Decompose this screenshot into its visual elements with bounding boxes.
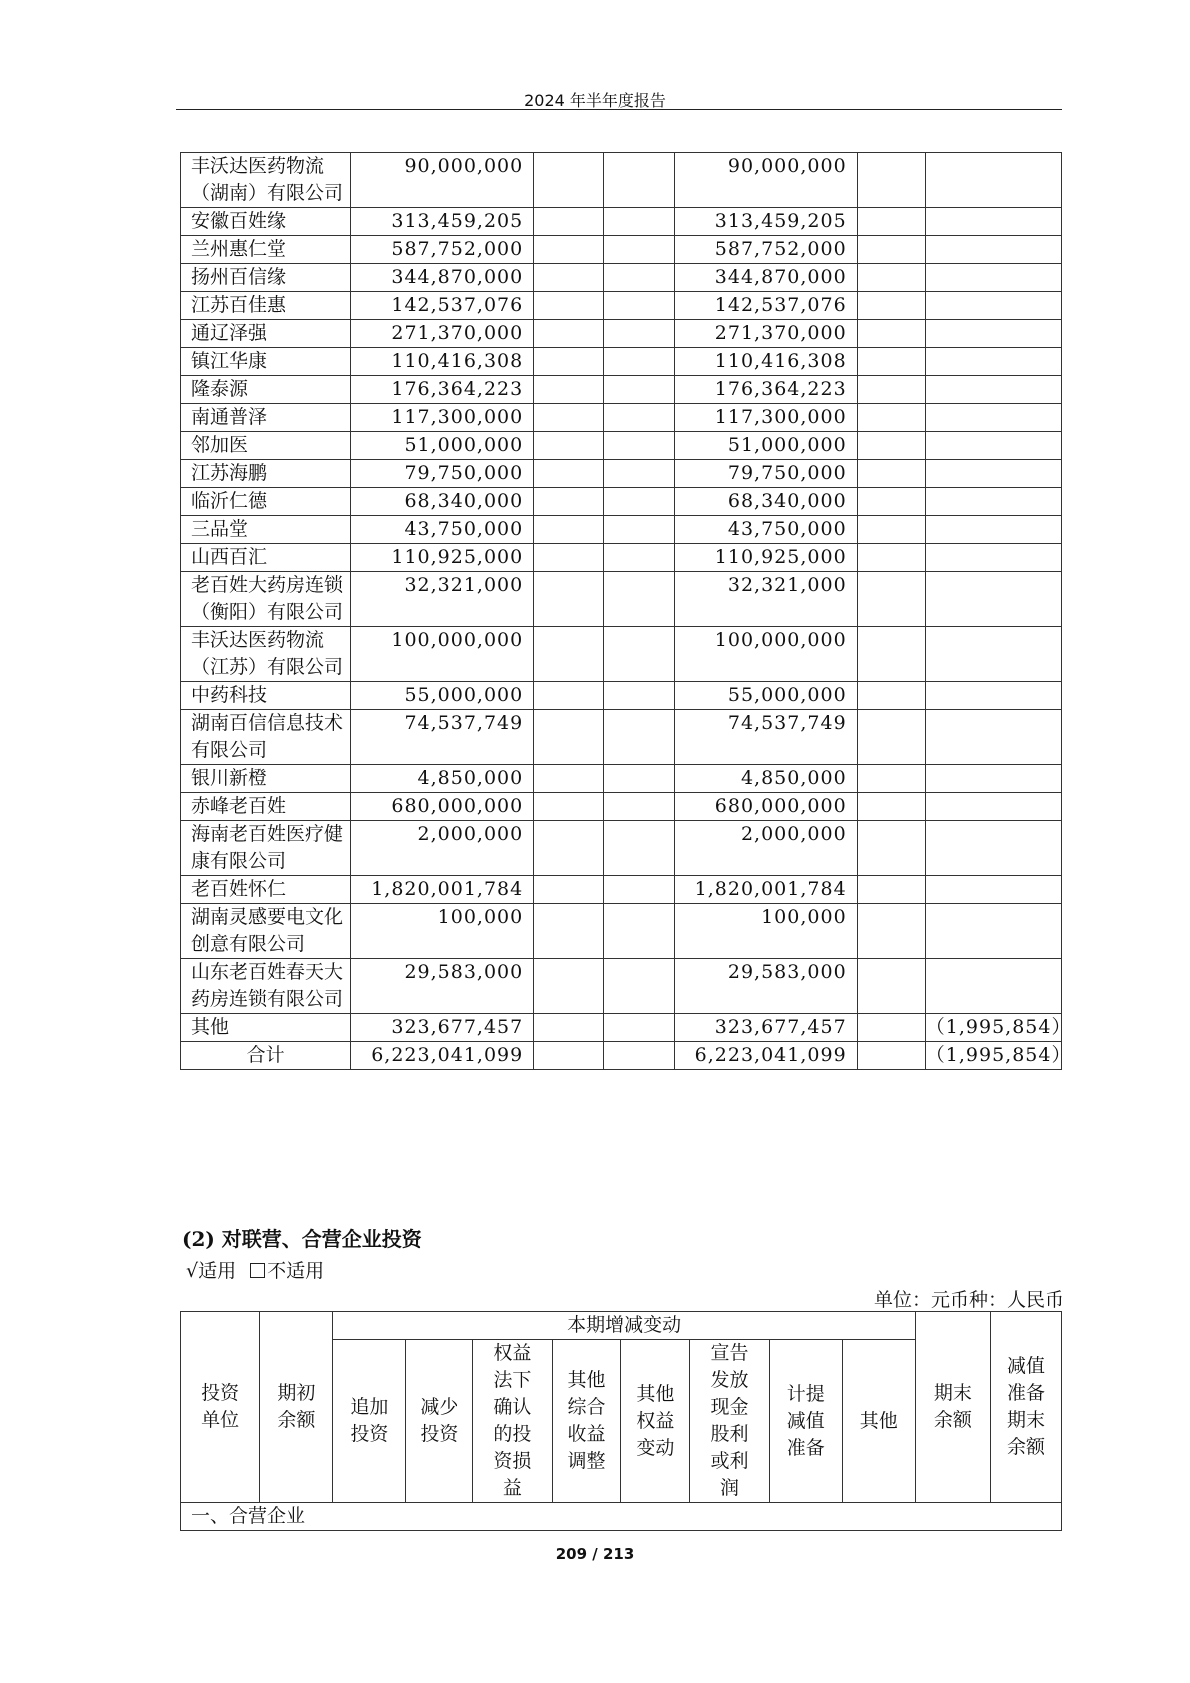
- impairment-closing-cell: [925, 876, 1061, 904]
- impairment-provision-cell: [857, 404, 925, 432]
- total-row: [181, 1042, 1062, 1070]
- company-name-cell: 隆泰源: [181, 376, 351, 404]
- header-period-changes: 本期增减变动: [333, 1312, 915, 1340]
- decrease-cell: [604, 1042, 674, 1070]
- impairment-provision-cell: [857, 320, 925, 348]
- table-row: [181, 488, 1062, 516]
- associate-investment-table: [180, 1311, 1062, 1531]
- company-name-cell: 其他: [181, 1014, 351, 1042]
- table-row: [181, 682, 1062, 710]
- increase-cell: [534, 710, 604, 765]
- impairment-provision-cell: [857, 432, 925, 460]
- opening-balance-cell: 68,340,000: [351, 488, 534, 516]
- decrease-cell: [604, 710, 674, 765]
- impairment-provision-cell: [857, 488, 925, 516]
- increase-cell: [534, 572, 604, 627]
- impairment-closing-cell: [925, 516, 1061, 544]
- closing-balance-cell: 117,300,000: [674, 404, 857, 432]
- decrease-cell: [604, 959, 674, 1014]
- decrease-cell: [604, 572, 674, 627]
- opening-balance-cell: 2,000,000: [351, 821, 534, 876]
- company-name-cell: 中药科技: [181, 682, 351, 710]
- increase-cell: [534, 1014, 604, 1042]
- opening-balance-cell: 29,583,000: [351, 959, 534, 1014]
- impairment-closing-cell: [925, 264, 1061, 292]
- closing-balance-cell: 587,752,000: [674, 236, 857, 264]
- table-row: [181, 292, 1062, 320]
- opening-balance-cell: 90,000,000: [351, 153, 534, 208]
- opening-balance-cell: 1,820,001,784: [351, 876, 534, 904]
- increase-cell: [534, 404, 604, 432]
- decrease-cell: [604, 516, 674, 544]
- increase-cell: [534, 153, 604, 208]
- header-investment-unit: 投资单位: [181, 1312, 260, 1503]
- company-name-cell: 江苏海鹏: [181, 460, 351, 488]
- header-impairment-closing: 减值准备期末余额: [990, 1312, 1061, 1503]
- closing-balance-cell: 2,000,000: [674, 821, 857, 876]
- currency-unit: 单位：元币种：人民币: [873, 1289, 1064, 1311]
- opening-balance-cell: 74,537,749: [351, 710, 534, 765]
- impairment-closing-cell: [925, 208, 1061, 236]
- table-row: [181, 404, 1062, 432]
- impairment-closing-cell: [925, 432, 1061, 460]
- company-name-cell: 南通普泽: [181, 404, 351, 432]
- increase-cell: [534, 236, 604, 264]
- opening-balance-cell: 55,000,000: [351, 682, 534, 710]
- decrease-cell: [604, 1014, 674, 1042]
- impairment-provision-cell: [857, 376, 925, 404]
- applicable-label: √适用: [186, 1260, 237, 1282]
- header-other: 其他: [842, 1340, 915, 1503]
- table-row: [181, 544, 1062, 572]
- opening-balance-cell: 43,750,000: [351, 516, 534, 544]
- closing-balance-cell: 313,459,205: [674, 208, 857, 236]
- increase-cell: [534, 682, 604, 710]
- impairment-closing-cell: [925, 488, 1061, 516]
- impairment-closing-cell: [925, 710, 1061, 765]
- closing-balance-cell: 6,223,041,099: [674, 1042, 857, 1070]
- company-name-cell: 丰沃达医药物流（湖南）有限公司: [181, 153, 351, 208]
- increase-cell: [534, 821, 604, 876]
- decrease-cell: [604, 404, 674, 432]
- opening-balance-cell: 32,321,000: [351, 572, 534, 627]
- closing-balance-cell: 32,321,000: [674, 572, 857, 627]
- company-name-cell: 丰沃达医药物流（江苏）有限公司: [181, 627, 351, 682]
- increase-cell: [534, 544, 604, 572]
- impairment-closing-cell: [925, 320, 1061, 348]
- impairment-closing-cell: （1,995,854）: [925, 1042, 1061, 1070]
- increase-cell: [534, 765, 604, 793]
- not-applicable-label: 不适用: [267, 1260, 325, 1282]
- increase-cell: [534, 376, 604, 404]
- impairment-closing-cell: [925, 292, 1061, 320]
- closing-balance-cell: 90,000,000: [674, 153, 857, 208]
- impairment-provision-cell: [857, 710, 925, 765]
- opening-balance-cell: 79,750,000: [351, 460, 534, 488]
- table-row: [181, 1014, 1062, 1042]
- opening-balance-cell: 323,677,457: [351, 1014, 534, 1042]
- increase-cell: [534, 348, 604, 376]
- decrease-cell: [604, 348, 674, 376]
- closing-balance-cell: 29,583,000: [674, 959, 857, 1014]
- table-row: [181, 793, 1062, 821]
- impairment-provision-cell: [857, 572, 925, 627]
- section-title: (2) 对联营、合营企业投资: [182, 1227, 422, 1251]
- increase-cell: [534, 488, 604, 516]
- decrease-cell: [604, 488, 674, 516]
- closing-balance-cell: 176,364,223: [674, 376, 857, 404]
- page-number: 209 / 213: [555, 1545, 635, 1563]
- header-other-equity-change: 其他权益变动: [621, 1340, 690, 1503]
- table-row: [181, 821, 1062, 876]
- opening-balance-cell: 100,000,000: [351, 627, 534, 682]
- impairment-provision-cell: [857, 765, 925, 793]
- opening-balance-cell: 176,364,223: [351, 376, 534, 404]
- impairment-provision-cell: [857, 516, 925, 544]
- closing-balance-cell: 142,537,076: [674, 292, 857, 320]
- impairment-provision-cell: [857, 348, 925, 376]
- increase-cell: [534, 904, 604, 959]
- impairment-closing-cell: [925, 572, 1061, 627]
- impairment-provision-cell: [857, 876, 925, 904]
- impairment-provision-cell: [857, 1014, 925, 1042]
- increase-cell: [534, 876, 604, 904]
- decrease-cell: [604, 432, 674, 460]
- joint-venture-row-label: 一、合营企业: [181, 1503, 1062, 1531]
- opening-balance-cell: 110,416,308: [351, 348, 534, 376]
- decrease-cell: [604, 208, 674, 236]
- company-name-cell: 山东老百姓春天大药房连锁有限公司: [181, 959, 351, 1014]
- impairment-provision-cell: [857, 236, 925, 264]
- closing-balance-cell: 4,850,000: [674, 765, 857, 793]
- closing-balance-cell: 1,820,001,784: [674, 876, 857, 904]
- header-impairment-provision: 计提减值准备: [769, 1340, 842, 1503]
- closing-balance-cell: 110,925,000: [674, 544, 857, 572]
- opening-balance-cell: 142,537,076: [351, 292, 534, 320]
- company-name-cell: 江苏百佳惠: [181, 292, 351, 320]
- increase-cell: [534, 208, 604, 236]
- impairment-closing-cell: [925, 348, 1061, 376]
- table-row: [181, 959, 1062, 1014]
- increase-cell: [534, 627, 604, 682]
- impairment-closing-cell: [925, 959, 1061, 1014]
- checkbox-icon: [250, 1263, 265, 1278]
- opening-balance-cell: 344,870,000: [351, 264, 534, 292]
- impairment-closing-cell: [925, 627, 1061, 682]
- opening-balance-cell: 100,000: [351, 904, 534, 959]
- impairment-provision-cell: [857, 959, 925, 1014]
- company-name-cell: 兰州惠仁堂: [181, 236, 351, 264]
- table-row: [181, 236, 1062, 264]
- closing-balance-cell: 43,750,000: [674, 516, 857, 544]
- header-closing-balance: 期末余额: [915, 1312, 990, 1503]
- company-name-cell: 湖南百信信息技术有限公司: [181, 710, 351, 765]
- decrease-cell: [604, 292, 674, 320]
- impairment-provision-cell: [857, 264, 925, 292]
- table-row: [181, 264, 1062, 292]
- header-reduced-investment: 减少投资: [406, 1340, 473, 1503]
- decrease-cell: [604, 821, 674, 876]
- decrease-cell: [604, 627, 674, 682]
- impairment-closing-cell: [925, 376, 1061, 404]
- table-row: [181, 153, 1062, 208]
- increase-cell: [534, 292, 604, 320]
- table-row: [181, 348, 1062, 376]
- company-name-cell: 赤峰老百姓: [181, 793, 351, 821]
- decrease-cell: [604, 793, 674, 821]
- increase-cell: [534, 460, 604, 488]
- closing-balance-cell: 79,750,000: [674, 460, 857, 488]
- increase-cell: [534, 264, 604, 292]
- company-name-cell: 镇江华康: [181, 348, 351, 376]
- impairment-provision-cell: [857, 460, 925, 488]
- impairment-provision-cell: [857, 292, 925, 320]
- company-name-cell: 合计: [181, 1042, 351, 1070]
- decrease-cell: [604, 765, 674, 793]
- table-row: [181, 710, 1062, 765]
- decrease-cell: [604, 460, 674, 488]
- impairment-provision-cell: [857, 682, 925, 710]
- company-name-cell: 邻加医: [181, 432, 351, 460]
- table-row: [181, 765, 1062, 793]
- opening-balance-cell: 6,223,041,099: [351, 1042, 534, 1070]
- decrease-cell: [604, 682, 674, 710]
- opening-balance-cell: 51,000,000: [351, 432, 534, 460]
- impairment-provision-cell: [857, 904, 925, 959]
- increase-cell: [534, 793, 604, 821]
- table-row: [181, 904, 1062, 959]
- decrease-cell: [604, 320, 674, 348]
- increase-cell: [534, 320, 604, 348]
- impairment-provision-cell: [857, 1042, 925, 1070]
- closing-balance-cell: 323,677,457: [674, 1014, 857, 1042]
- impairment-closing-cell: [925, 821, 1061, 876]
- impairment-closing-cell: [925, 904, 1061, 959]
- impairment-closing-cell: [925, 682, 1061, 710]
- decrease-cell: [604, 376, 674, 404]
- decrease-cell: [604, 236, 674, 264]
- decrease-cell: [604, 544, 674, 572]
- company-name-cell: 老百姓大药房连锁（衡阳）有限公司: [181, 572, 351, 627]
- opening-balance-cell: 587,752,000: [351, 236, 534, 264]
- company-name-cell: 通辽泽强: [181, 320, 351, 348]
- table-row: [181, 208, 1062, 236]
- opening-balance-cell: 680,000,000: [351, 793, 534, 821]
- closing-balance-cell: 68,340,000: [674, 488, 857, 516]
- impairment-provision-cell: [857, 208, 925, 236]
- closing-balance-cell: 344,870,000: [674, 264, 857, 292]
- impairment-closing-cell: [925, 544, 1061, 572]
- header-divider: [176, 109, 1062, 110]
- company-name-cell: 临沂仁德: [181, 488, 351, 516]
- company-name-cell: 扬州百信缘: [181, 264, 351, 292]
- impairment-provision-cell: [857, 821, 925, 876]
- header-oci-adjustment: 其他综合收益调整: [552, 1340, 621, 1503]
- closing-balance-cell: 680,000,000: [674, 793, 857, 821]
- impairment-closing-cell: [925, 404, 1061, 432]
- closing-balance-cell: 271,370,000: [674, 320, 857, 348]
- header-opening-balance: 期初余额: [260, 1312, 333, 1503]
- company-name-cell: 银川新橙: [181, 765, 351, 793]
- opening-balance-cell: 313,459,205: [351, 208, 534, 236]
- company-name-cell: 湖南灵感要电文化创意有限公司: [181, 904, 351, 959]
- closing-balance-cell: 74,537,749: [674, 710, 857, 765]
- table-row: [181, 572, 1062, 627]
- impairment-closing-cell: （1,995,854）: [925, 1014, 1061, 1042]
- table-row: [181, 627, 1062, 682]
- table-row: [181, 432, 1062, 460]
- company-name-cell: 山西百汇: [181, 544, 351, 572]
- decrease-cell: [604, 153, 674, 208]
- company-name-cell: 老百姓怀仁: [181, 876, 351, 904]
- header-additional-investment: 追加投资: [333, 1340, 406, 1503]
- decrease-cell: [604, 904, 674, 959]
- company-name-cell: 三品堂: [181, 516, 351, 544]
- opening-balance-cell: 271,370,000: [351, 320, 534, 348]
- increase-cell: [534, 516, 604, 544]
- closing-balance-cell: 100,000: [674, 904, 857, 959]
- closing-balance-cell: 51,000,000: [674, 432, 857, 460]
- opening-balance-cell: 110,925,000: [351, 544, 534, 572]
- header-equity-method-income: 权益法下确认的投资损益: [473, 1340, 552, 1503]
- impairment-provision-cell: [857, 627, 925, 682]
- impairment-provision-cell: [857, 153, 925, 208]
- impairment-closing-cell: [925, 153, 1061, 208]
- impairment-closing-cell: [925, 793, 1061, 821]
- company-name-cell: 海南老百姓医疗健康有限公司: [181, 821, 351, 876]
- opening-balance-cell: 117,300,000: [351, 404, 534, 432]
- increase-cell: [534, 1042, 604, 1070]
- impairment-provision-cell: [857, 544, 925, 572]
- closing-balance-cell: 55,000,000: [674, 682, 857, 710]
- closing-balance-cell: 100,000,000: [674, 627, 857, 682]
- decrease-cell: [604, 876, 674, 904]
- header-cash-dividend: 宣告发放现金股利或利润: [690, 1340, 769, 1503]
- increase-cell: [534, 432, 604, 460]
- table-row: [181, 876, 1062, 904]
- opening-balance-cell: 4,850,000: [351, 765, 534, 793]
- impairment-closing-cell: [925, 460, 1061, 488]
- applicability-line: [186, 1256, 324, 1283]
- decrease-cell: [604, 264, 674, 292]
- company-name-cell: 安徽百姓缘: [181, 208, 351, 236]
- increase-cell: [534, 959, 604, 1014]
- table-row: [181, 376, 1062, 404]
- impairment-provision-cell: [857, 793, 925, 821]
- table-row: [181, 460, 1062, 488]
- impairment-closing-cell: [925, 236, 1061, 264]
- impairment-closing-cell: [925, 765, 1061, 793]
- page-header-title: 2024 年半年度报告: [524, 91, 666, 110]
- table-row: [181, 516, 1062, 544]
- closing-balance-cell: 110,416,308: [674, 348, 857, 376]
- table-row: [181, 320, 1062, 348]
- subsidiary-investment-table: [180, 152, 1072, 1070]
